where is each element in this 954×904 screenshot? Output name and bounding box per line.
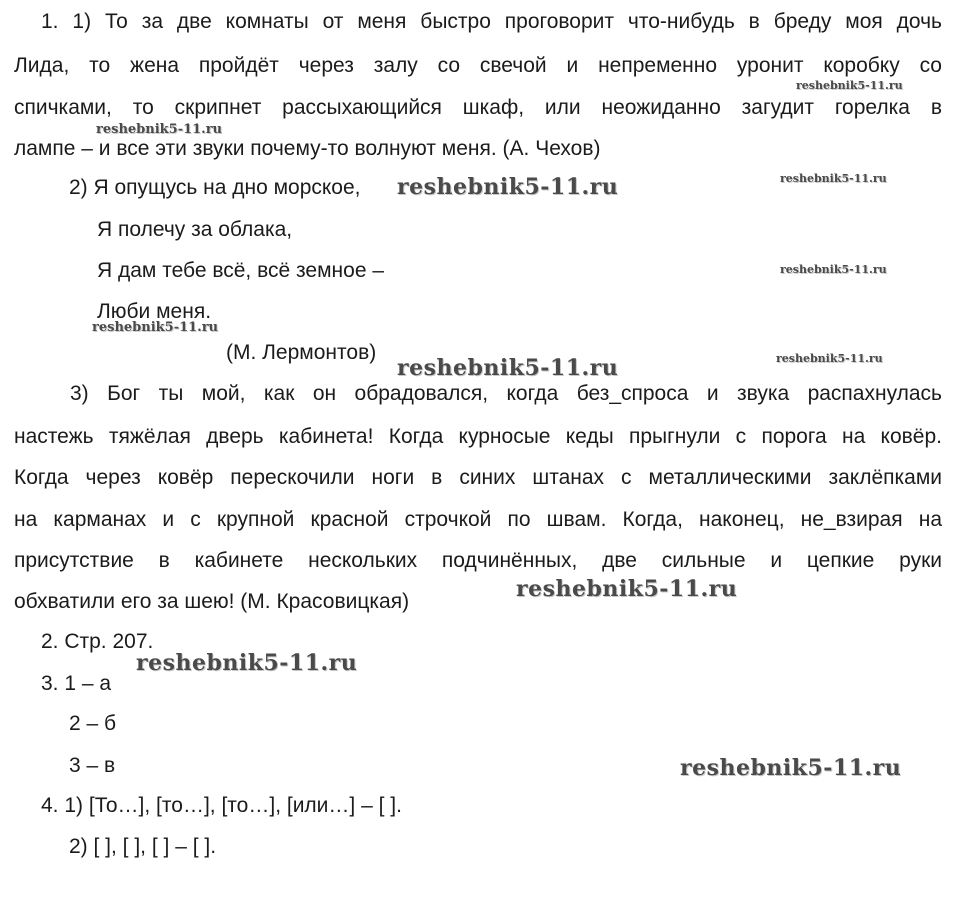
poem-line: 2) Я опущусь на дно морское, [69, 176, 361, 199]
watermark: reshebnik5-11.ru [96, 122, 223, 137]
watermark: reshebnik5-11.ru [516, 576, 738, 602]
watermark: reshebnik5-11.ru [92, 320, 219, 335]
answer-line: 2 – б [69, 712, 117, 735]
watermark: reshebnik5-11.ru [796, 79, 903, 92]
watermark: reshebnik5-11.ru [780, 263, 887, 276]
watermark: reshebnik5-11.ru [680, 755, 902, 781]
text-line: Лида, то жена пройдёт через залу со свечой и непременно уронит коробку со [14, 54, 942, 77]
text-line: 1. 1) То за две комнаты от меня быстро проговорит что-нибудь в бреду моя дочь [41, 10, 942, 33]
text-line: Когда через ковёр перескочили ноги в синих штанах с металлическими заклёпками [14, 466, 942, 489]
watermark: reshebnik5-11.ru [136, 650, 358, 676]
poem-line: Люби меня. [97, 300, 212, 323]
poem-line: Я полечу за облака, [97, 218, 293, 241]
text-line: 3) Бог ты мой, как он обрадовался, когда без_спроса и звука распахнулась [70, 382, 942, 405]
poem-author: (М. Лермонтов) [226, 341, 377, 364]
text-line: присутствие в кабинете нескольких подчинённых, две сильные и цепкие руки [14, 549, 942, 572]
answer-line: 4. 1) [То…], [то…], [то…], [или…] – [ ]. [41, 794, 402, 817]
answer-line: 2. Стр. 207. [41, 630, 154, 653]
text-line: настежь тяжёлая дверь кабинета! Когда курносые кеды прыгнули с порога на ковёр. [14, 425, 942, 448]
watermark: reshebnik5-11.ru [780, 172, 887, 185]
answer-line: 2) [ ], [ ], [ ] – [ ]. [69, 835, 217, 858]
text-line: обхватили его за шею! (М. Красовицкая) [14, 590, 410, 613]
watermark: reshebnik5-11.ru [397, 174, 619, 200]
answer-line: 3 – в [69, 754, 116, 777]
text-line: спичками, то скрипнет рассыхающийся шкаф, или неожиданно загудит горелка в [14, 96, 942, 119]
text-line: лампе – и все эти звуки почему-то волнуют меня. (А. Чехов) [14, 137, 601, 160]
answer-line: 3. 1 – а [41, 672, 112, 695]
watermark: reshebnik5-11.ru [397, 355, 619, 381]
poem-line: Я дам тебе всё, всё земное – [97, 259, 385, 282]
text-line: на карманах и с крупной красной строчкой по швам. Когда, наконец, не_взирая на [14, 508, 942, 531]
watermark: reshebnik5-11.ru [776, 352, 883, 365]
